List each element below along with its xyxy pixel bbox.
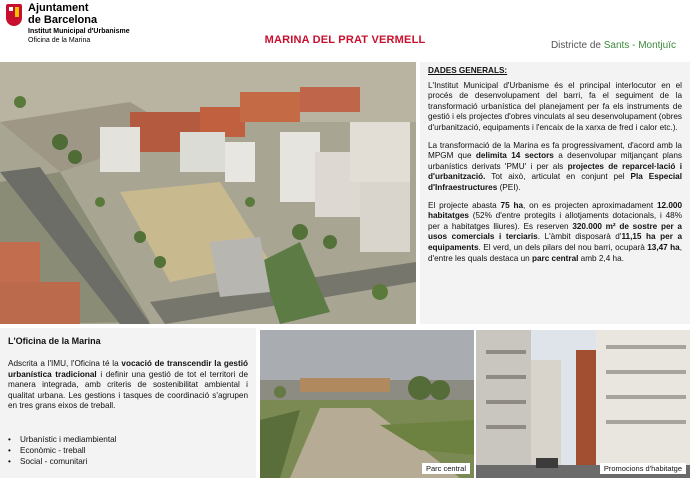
aerial-photo: [0, 62, 416, 324]
org-line1: Ajuntament: [28, 2, 89, 14]
page-title: MARINA DEL PRAT VERMELL: [264, 34, 426, 46]
general-paragraph-3: [428, 201, 682, 265]
p3-k: , d'entre les quals destaca un: [428, 242, 682, 263]
list-item: • Econòmic - treball: [8, 445, 116, 456]
organization-name: [28, 2, 97, 26]
list-item: • Urbanístic i mediambiental: [8, 434, 116, 445]
list-item: • Social - comunitari: [8, 456, 116, 467]
p2-c: a desenvolupar mitjançant plans urbanístics derivats 'PMU' i per als: [428, 151, 682, 171]
general-data-heading: DADES GENERALS:: [428, 66, 508, 75]
p2-g: (PEI).: [497, 182, 521, 192]
p2-d: projectes de reparcel·lació i d'urbanització.: [428, 161, 682, 182]
park-photo: [260, 330, 474, 478]
p3-h: 11,15 ha per a equipaments: [428, 232, 683, 252]
p2-e: Tot això, articulat en conjunt pel: [485, 172, 631, 182]
office-section-title: L'Oficina de la Marina: [8, 336, 101, 346]
p3-a: El projecte abasta: [428, 200, 501, 210]
district-name: Sants - Montjuïc: [603, 40, 676, 51]
p3-j: 13,47 ha: [647, 242, 680, 252]
p2-b: delimita 14 sectors: [475, 151, 554, 161]
barcelona-shield-icon: [6, 4, 22, 26]
district-prefix: Districte de: [550, 40, 601, 51]
org-line2: de Barcelona: [28, 14, 98, 26]
office-section-text: [8, 359, 248, 412]
general-data-panel: [420, 62, 690, 324]
p3-e: (52% d'entre protegits i allotjaments dotacionals, i 48% per a habitatges lliures). Es reserven: [428, 211, 682, 231]
general-data-text: [428, 66, 682, 271]
p3-c: , on es projecten aproximadament: [523, 200, 657, 210]
office-text-c: i definir una gestió de tot el territori de manera integrada, amb criteris de sostenibilitat ambiental i qualitat urbana. Les gestions i tasques de coordinació s'agrupen en tres grans eixos de treball.: [8, 369, 249, 411]
office-text-a: Adscrita a l'IMU, l'Oficina té la: [8, 359, 122, 368]
housing-caption: Promocions d'habitatge: [600, 463, 686, 474]
general-paragraph-2: [428, 141, 682, 194]
p3-g: . L'àmbit disposarà d': [537, 232, 622, 242]
p3-b: 75 ha: [500, 200, 524, 210]
institute-name: Institut Municipal d'Urbanisme: [28, 28, 130, 35]
p3-m: amb 2,4 ha.: [578, 253, 624, 263]
general-paragraph-1: L'Institut Municipal d'Urbanisme és el principal interlocutor en el procés de desenvolupament del barri, fa el seguiment de la transformació urbanística del planejament per fa els instruments de gestió i els projectes d'obres vinculats al seu desenvolupament (obres d'urbanització, equipaments i l'encaix de la xarxa de fred i calor etc.).: [428, 80, 682, 132]
p3-l: parc central: [531, 253, 579, 263]
office-panel: [0, 328, 256, 478]
p3-d: 12.000 habitatges: [428, 200, 682, 221]
office-text-b: vocació de transcendir la gestió urbanística tradicional: [8, 359, 248, 379]
office-name: Oficina de la Marina: [28, 37, 91, 44]
work-axes-list: [8, 434, 116, 467]
park-caption: Parc central: [422, 463, 470, 474]
p2-f: Pla Especial d'Infraestructures: [428, 172, 682, 192]
p2-a: La transformació de la Marina es fa progressivament, d'acord amb la MPGM que: [428, 140, 682, 161]
p3-f: 320.000 m² de sostre per a usos comercials i terciaris: [428, 221, 682, 242]
district-label: [551, 40, 676, 51]
housing-photo: [476, 330, 690, 478]
header: [0, 0, 690, 60]
p3-i: . El verd, un dels pilars del nou barri, ocuparà: [478, 242, 648, 252]
